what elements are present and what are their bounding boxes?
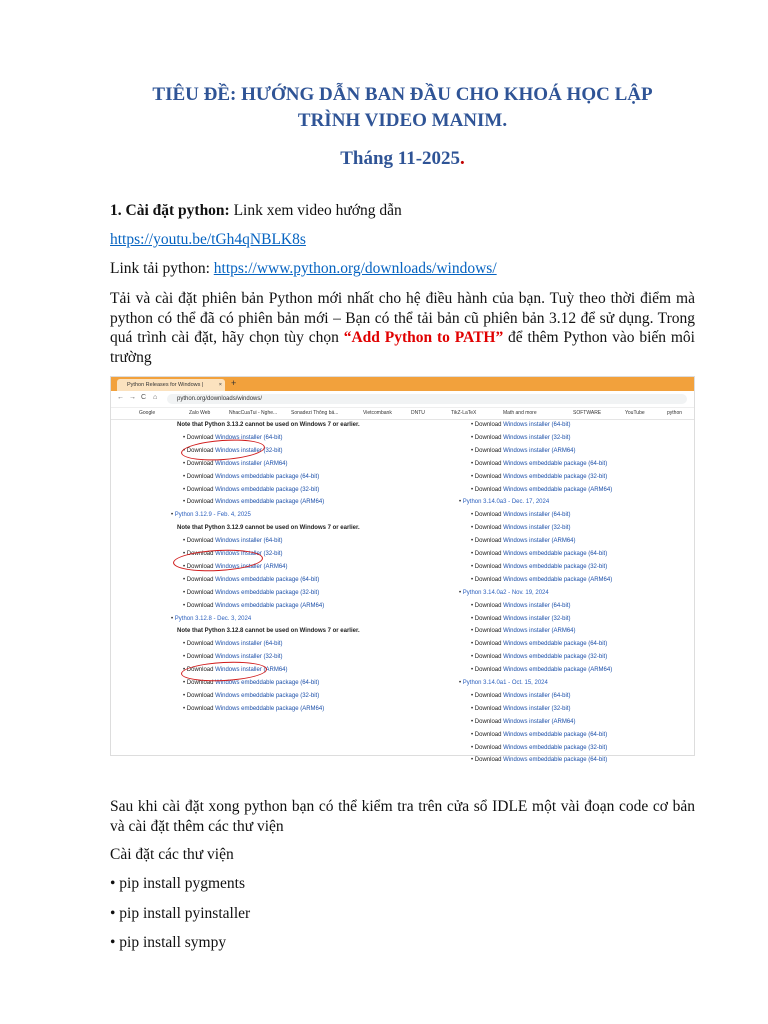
version-heading: • Python 3.14.0a1 - Oct. 15, 2024: [459, 680, 548, 686]
install-paragraph: [110, 289, 695, 367]
download-item: • Download Windows installer (ARM64): [183, 563, 288, 570]
download-item-link[interactable]: Windows installer (32-bit): [503, 434, 571, 441]
download-prefix: Download: [186, 667, 216, 674]
document-date: [110, 146, 695, 172]
section1-heading: [110, 201, 695, 221]
download-prefix: Download: [474, 667, 504, 674]
download-item-link[interactable]: Windows installer (ARM64): [503, 718, 576, 725]
lib-item-sympy: • pip install sympy: [110, 934, 227, 951]
download-item: • Download Windows installer (ARM64): [183, 460, 288, 467]
browser-address-bar: [111, 391, 694, 408]
version-link[interactable]: Python 3.12.9 - Feb. 4, 2025: [174, 512, 251, 519]
download-item-link[interactable]: Windows embeddable package (ARM64): [215, 499, 325, 506]
download-prefix: Download: [474, 757, 504, 764]
download-item-link[interactable]: Windows installer (64-bit): [503, 692, 571, 699]
download-prefix: Download: [474, 705, 504, 712]
download-item: • Download Windows installer (ARM64): [471, 718, 576, 725]
date-text: Tháng 11-2025: [340, 148, 461, 169]
download-prefix: Download: [474, 744, 504, 751]
video-link[interactable]: https://youtu.be/tGh4qNBLK8s: [110, 231, 306, 248]
bookmark-zalo: Zalo Web: [189, 410, 211, 416]
download-item: • Download Windows embeddable package (64-bit): [471, 757, 608, 764]
bookmark-math: Math and more: [503, 410, 537, 416]
bookmark-software: SOFTWARE: [573, 410, 602, 416]
download-prefix: Download: [186, 705, 216, 712]
download-item-link[interactable]: Windows embeddable package (64-bit): [503, 757, 608, 764]
download-prefix: Download: [186, 460, 216, 467]
download-prefix: Download: [186, 434, 216, 441]
download-item: • Download Windows installer (64-bit): [471, 602, 571, 609]
download-prefix: Download: [186, 589, 216, 596]
download-item: • Download Windows embeddable package (64-bit): [471, 731, 608, 738]
download-prefix: Download: [186, 538, 216, 545]
close-icon: ×: [218, 382, 222, 388]
version-link[interactable]: Python 3.14.0a1 - Oct. 15, 2024: [462, 680, 548, 686]
install-paragraph-b: để thêm Python vào biến môi trường: [110, 329, 695, 366]
download-prefix: Download: [474, 692, 504, 699]
download-item: • Download Windows embeddable package (64-bit): [183, 576, 320, 583]
download-item-link[interactable]: Windows embeddable package (64-bit): [503, 551, 608, 557]
download-item-link[interactable]: Windows installer (64-bit): [215, 538, 283, 545]
download-item-link[interactable]: Windows embeddable package (ARM64): [503, 576, 613, 583]
download-item-link[interactable]: Windows embeddable package (ARM64): [503, 486, 613, 493]
download-item-link[interactable]: Windows embeddable package (32-bit): [503, 563, 608, 570]
download-prefix: Download: [186, 576, 216, 583]
download-item-link[interactable]: Windows embeddable package (ARM64): [215, 705, 325, 712]
download-item-link[interactable]: Windows embeddable package (64-bit): [503, 460, 608, 467]
download-prefix: Download: [186, 680, 216, 686]
bookmark-google: Google: [139, 410, 156, 416]
version-heading: • Python 3.14.0a2 - Nov. 19, 2024: [459, 589, 549, 596]
download-item-link[interactable]: Windows embeddable package (32-bit): [215, 692, 320, 699]
download-item-link[interactable]: Windows installer (ARM64): [503, 628, 576, 635]
libs-heading: Cài đặt các thư viện: [110, 846, 234, 863]
download-prefix: Download: [474, 628, 504, 635]
lib-item-pyinstaller: • pip install pyinstaller: [110, 905, 251, 922]
new-tab-icon: +: [231, 378, 237, 388]
download-prefix: Download: [186, 486, 216, 493]
download-item-link[interactable]: Windows installer (32-bit): [503, 705, 571, 712]
download-item-link[interactable]: Windows installer (ARM64): [503, 538, 576, 545]
video-link-line: [110, 230, 695, 250]
lib-item-pygments: • pip install pygments: [110, 875, 246, 892]
download-item: • Download Windows installer (64-bit): [183, 641, 283, 648]
download-item: • Download Windows installer (64-bit): [183, 538, 283, 545]
download-prefix: Download: [186, 654, 216, 661]
download-item: • Download Windows installer (64-bit): [183, 434, 283, 441]
download-item-link[interactable]: Windows installer (64-bit): [503, 512, 571, 519]
download-prefix: Download: [474, 576, 504, 583]
bookmark-youtube: YouTube: [625, 410, 645, 416]
download-prefix: Download: [474, 563, 504, 570]
download-prefix: Download: [186, 563, 216, 570]
browser-screenshot: [110, 376, 695, 764]
bookmark-vietcombank: Vietcombank: [363, 410, 392, 416]
download-prefix: Download: [474, 538, 504, 545]
download-item-link[interactable]: Windows embeddable package (ARM64): [215, 602, 325, 609]
download-item: • Download Windows embeddable package (ARM64): [471, 576, 613, 583]
download-item: • Download Windows installer (32-bit): [183, 654, 283, 661]
download-item-link[interactable]: Windows installer (64-bit): [215, 641, 283, 648]
download-label: Link tải python:: [110, 260, 214, 277]
document-title: [110, 82, 695, 134]
title-line-1: TIÊU ĐỀ: HƯỚNG DẪN BAN ĐẦU CHO KHOÁ HỌC LẬP: [152, 84, 653, 105]
download-item: • Download Windows embeddable package (ARM64): [183, 705, 325, 712]
download-item-link[interactable]: Windows installer (32-bit): [503, 525, 571, 532]
download-item: • Download Windows installer (ARM64): [183, 667, 288, 674]
download-link-line: [110, 259, 695, 279]
download-item-link[interactable]: Windows installer (64-bit): [215, 434, 283, 441]
download-prefix: Download: [474, 615, 504, 622]
download-item-link[interactable]: Windows embeddable package (32-bit): [503, 473, 608, 480]
download-item-link[interactable]: Windows installer (32-bit): [215, 551, 283, 557]
download-item: • Download Windows installer (32-bit): [471, 615, 571, 622]
download-prefix: Download: [186, 641, 216, 648]
download-prefix: Download: [474, 486, 504, 493]
download-prefix: Download: [474, 422, 504, 428]
bookmark-python: python: [667, 410, 683, 416]
download-item: • Download Windows installer (ARM64): [471, 538, 576, 545]
install-paragraph-a: Tải và cài đặt phiên bản Python mới nhất cho hệ điều hành của bạn. Tuỳ theo thời điểm mà python có thể đã có phiên bản mới – Bạn có thể tải bản cũ phiên bản 3.12 để sử dụng. Trong quá trình cài đặt, hãy chọn tùy chọn: [110, 290, 695, 346]
download-item: • Download Windows embeddable package (64-bit): [471, 460, 608, 467]
download-prefix: Download: [474, 434, 504, 441]
download-item-link[interactable]: Windows installer (ARM64): [215, 460, 288, 467]
download-prefix: Download: [474, 551, 504, 557]
download-item: • Download Windows embeddable package (ARM64): [471, 667, 613, 674]
url-field: python.org/downloads/windows/: [167, 394, 687, 404]
download-item-link[interactable]: Windows embeddable package (64-bit): [215, 576, 320, 583]
download-prefix: Download: [474, 641, 504, 648]
download-item-link[interactable]: Windows embeddable package (64-bit): [215, 680, 320, 686]
download-item: • Download Windows embeddable package (ARM64): [471, 486, 613, 493]
download-item-link[interactable]: Windows embeddable package (ARM64): [503, 667, 613, 674]
back-icon: ←: [117, 394, 124, 401]
bookmark-nhaccuatui: NhacCuaTui - Nghe...: [229, 410, 278, 416]
download-item: • Download Windows embeddable package (64-bit): [183, 473, 320, 480]
download-item-link[interactable]: Windows embeddable package (64-bit): [503, 731, 608, 738]
download-link[interactable]: https://www.python.org/downloads/windows/: [213, 260, 497, 277]
download-prefix: Download: [474, 447, 504, 454]
browser-tab: [117, 379, 225, 391]
download-item-link[interactable]: Windows installer (32-bit): [215, 654, 283, 661]
download-prefix: Download: [474, 512, 504, 519]
bookmark-tikz: TikZ-LaTeX: [451, 410, 477, 416]
download-item-link[interactable]: Windows embeddable package (32-bit): [215, 486, 320, 493]
download-prefix: Download: [474, 602, 504, 609]
version-note: Note that Python 3.13.2 cannot be used on Windows 7 or earlier.: [177, 422, 360, 428]
download-item: • Download Windows installer (32-bit): [471, 525, 571, 532]
download-item-link[interactable]: Windows installer (ARM64): [503, 447, 576, 454]
section1-heading-bold: 1. Cài đặt python:: [110, 202, 230, 219]
download-prefix: Download: [186, 551, 216, 557]
download-item: • Download Windows installer (64-bit): [471, 512, 571, 519]
download-item: • Download Windows embeddable package (32-bit): [183, 486, 320, 493]
download-item-link[interactable]: Windows embeddable package (32-bit): [215, 589, 320, 596]
download-item-link[interactable]: Windows installer (32-bit): [503, 615, 571, 622]
download-prefix: Download: [474, 731, 504, 738]
version-note: Note that Python 3.12.9 cannot be used on Windows 7 or earlier.: [177, 525, 360, 532]
download-item: • Download Windows embeddable package (ARM64): [183, 499, 325, 506]
download-item: • Download Windows installer (32-bit): [183, 447, 283, 454]
date-dot: .: [460, 148, 465, 169]
download-item-link[interactable]: Windows installer (32-bit): [215, 447, 283, 454]
version-link[interactable]: Python 3.14.0a3 - Dec. 17, 2024: [462, 499, 550, 506]
tab-title: Python Releases for Windows |: [127, 382, 204, 388]
version-link[interactable]: Python 3.14.0a2 - Nov. 19, 2024: [462, 589, 549, 596]
download-item: • Download Windows installer (64-bit): [471, 422, 571, 428]
download-item: • Download Windows embeddable package (32-bit): [471, 473, 608, 480]
download-item: • Download Windows installer (32-bit): [471, 434, 571, 441]
download-item: • Download Windows installer (32-bit): [183, 551, 283, 557]
download-item: • Download Windows embeddable package (32-bit): [183, 692, 320, 699]
download-item-link[interactable]: Windows embeddable package (64-bit): [503, 641, 608, 648]
title-line-2: TRÌNH VIDEO MANIM.: [297, 110, 508, 131]
browser-tab-bar: [111, 377, 694, 391]
download-prefix: Download: [474, 525, 504, 532]
download-prefix: Download: [186, 499, 216, 506]
download-item-link[interactable]: Windows installer (ARM64): [215, 563, 288, 570]
download-item: • Download Windows embeddable package (32-bit): [471, 654, 608, 661]
download-prefix: Download: [474, 460, 504, 467]
bookmark-sonadezi: Sonadezi Thông bá...: [291, 410, 339, 416]
download-prefix: Download: [186, 602, 216, 609]
reload-icon: C: [141, 394, 147, 401]
version-heading: • Python 3.12.8 - Dec. 3, 2024: [171, 615, 252, 622]
add-to-path-highlight: “Add Python to PATH”: [343, 329, 504, 346]
download-item: • Download Windows embeddable package (32-bit): [183, 589, 320, 596]
forward-icon: →: [129, 394, 136, 401]
version-heading: • Python 3.12.9 - Feb. 4, 2025: [171, 512, 251, 519]
download-item-link[interactable]: Windows embeddable package (32-bit): [503, 654, 608, 661]
after-install-paragraph: Sau khi cài đặt xong python bạn có thể kiểm tra trên cửa sổ IDLE một vài đoạn code cơ bản và cài đặt thêm các thư viện: [110, 798, 695, 835]
download-item: • Download Windows installer (ARM64): [471, 628, 576, 635]
bookmark-dntu: DNTU: [411, 410, 425, 416]
download-item: • Download Windows embeddable package (32-bit): [471, 744, 608, 751]
download-prefix: Download: [186, 447, 216, 454]
version-link[interactable]: Python 3.12.8 - Dec. 3, 2024: [174, 615, 252, 622]
download-item: • Download Windows embeddable package (64-bit): [183, 680, 320, 686]
download-item-link[interactable]: Windows installer (64-bit): [503, 422, 571, 428]
download-item-link[interactable]: Windows embeddable package (64-bit): [215, 473, 320, 480]
download-item: • Download Windows embeddable package (32-bit): [471, 563, 608, 570]
download-prefix: Download: [474, 473, 504, 480]
download-item-link[interactable]: Windows installer (64-bit): [503, 602, 571, 609]
download-item: • Download Windows embeddable package (ARM64): [183, 602, 325, 609]
download-item: • Download Windows installer (ARM64): [471, 447, 576, 454]
bookmarks-bar: [111, 408, 694, 420]
download-item: • Download Windows installer (64-bit): [471, 692, 571, 699]
home-icon: ⌂: [153, 394, 158, 401]
download-item-link[interactable]: Windows embeddable package (32-bit): [503, 744, 608, 751]
version-note: Note that Python 3.12.8 cannot be used on Windows 7 or earlier.: [177, 628, 360, 635]
download-item: • Download Windows embeddable package (64-bit): [471, 551, 608, 557]
download-prefix: Download: [186, 473, 216, 480]
download-item: • Download Windows embeddable package (64-bit): [471, 641, 608, 648]
download-item: • Download Windows installer (32-bit): [471, 705, 571, 712]
download-prefix: Download: [474, 718, 504, 725]
version-heading: • Python 3.14.0a3 - Dec. 17, 2024: [459, 499, 550, 506]
download-item-link[interactable]: Windows installer (ARM64): [215, 667, 288, 674]
download-prefix: Download: [186, 692, 216, 699]
download-prefix: Download: [474, 654, 504, 661]
section1-heading-rest: Link xem video hướng dẫn: [229, 202, 402, 219]
